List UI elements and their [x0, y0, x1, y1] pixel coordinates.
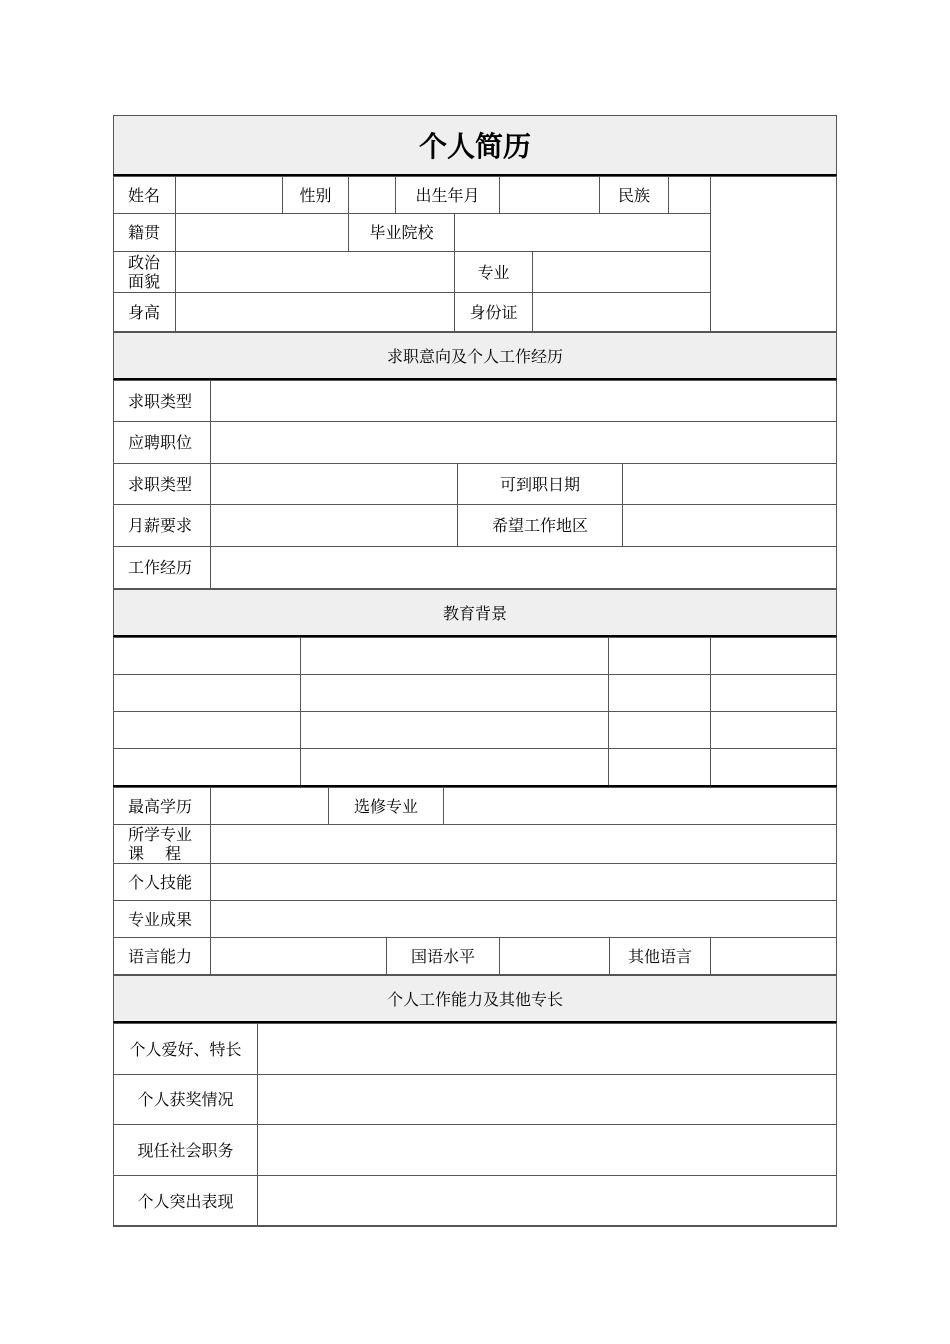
courses-line1: 所学专业 [128, 825, 193, 844]
id-card-field[interactable] [532, 292, 711, 332]
ethnicity-label: 民族 [599, 176, 669, 214]
edu-r2-c1[interactable] [113, 674, 301, 712]
highest-degree-label: 最高学历 [113, 787, 211, 825]
work-history-label: 工作经历 [113, 546, 211, 589]
edu-r1-c4[interactable] [710, 637, 837, 675]
work-area-field[interactable] [622, 504, 837, 547]
edu-r1-c3[interactable] [608, 637, 711, 675]
language-label: 语言能力 [113, 937, 211, 975]
job-type-field[interactable] [210, 380, 837, 422]
edu-r2-c2[interactable] [300, 674, 609, 712]
major-label: 专业 [454, 251, 533, 293]
edu-r1-c2[interactable] [300, 637, 609, 675]
salary-label: 月薪要求 [113, 504, 211, 547]
name-label: 姓名 [113, 176, 176, 214]
edu-r3-c3[interactable] [608, 711, 711, 749]
social-roles-field[interactable] [257, 1124, 837, 1176]
political-status-line1: 政治 [128, 253, 161, 272]
education-section-header [113, 589, 837, 637]
courses-line2: 课 程 [128, 844, 182, 863]
edu-r3-c2[interactable] [300, 711, 609, 749]
highlights-label: 个人突出表现 [113, 1175, 258, 1227]
job-section-title: 求职意向及个人工作经历 [386, 347, 563, 366]
birth-field[interactable] [499, 176, 600, 214]
skills-label: 个人技能 [113, 863, 211, 901]
page-title: 个人简历 [418, 130, 531, 163]
elective-major-field[interactable] [443, 787, 837, 825]
edu-r4-c2[interactable] [300, 748, 609, 786]
school-label: 毕业院校 [348, 213, 455, 252]
height-label: 身高 [113, 292, 176, 332]
native-place-label: 籍贯 [113, 213, 176, 252]
available-date-field[interactable] [622, 463, 837, 505]
courses-field[interactable] [210, 824, 837, 864]
name-field[interactable] [175, 176, 283, 214]
courses-label [113, 824, 211, 864]
mandarin-label: 国语水平 [386, 937, 500, 975]
school-field[interactable] [454, 213, 711, 252]
ethnicity-field[interactable] [668, 176, 711, 214]
achievements-field[interactable] [210, 900, 837, 938]
ability-section-title: 个人工作能力及其他专长 [386, 990, 563, 1009]
awards-field[interactable] [257, 1074, 837, 1125]
available-date-label: 可到职日期 [457, 463, 623, 505]
work-area-label: 希望工作地区 [457, 504, 623, 547]
hobbies-field[interactable] [257, 1023, 837, 1075]
edu-r2-c3[interactable] [608, 674, 711, 712]
position-label: 应聘职位 [113, 421, 211, 464]
language-field[interactable] [210, 937, 387, 975]
edu-r1-c1[interactable] [113, 637, 301, 675]
job-type-label: 求职类型 [113, 380, 211, 422]
highlights-field[interactable] [257, 1175, 837, 1227]
education-section-title: 教育背景 [442, 604, 507, 623]
achievements-label: 专业成果 [113, 900, 211, 938]
salary-field[interactable] [210, 504, 458, 547]
native-place-field[interactable] [175, 213, 349, 252]
edu-r4-c4[interactable] [710, 748, 837, 786]
job-type-2-label: 求职类型 [113, 463, 211, 505]
political-status-field[interactable] [175, 251, 455, 293]
gender-label: 性别 [282, 176, 349, 214]
mandarin-field[interactable] [499, 937, 610, 975]
gender-field[interactable] [348, 176, 396, 214]
other-lang-field[interactable] [710, 937, 837, 975]
highest-degree-field[interactable] [210, 787, 329, 825]
position-field[interactable] [210, 421, 837, 464]
job-type-2-field[interactable] [210, 463, 458, 505]
bottom-border [113, 1225, 837, 1227]
elective-major-label: 选修专业 [328, 787, 444, 825]
height-field[interactable] [175, 292, 455, 332]
job-section-header [113, 332, 837, 380]
hobbies-label: 个人爱好、特长 [113, 1023, 258, 1075]
social-roles-label: 现任社会职务 [113, 1124, 258, 1176]
edu-r4-c3[interactable] [608, 748, 711, 786]
awards-label: 个人获奖情况 [113, 1074, 258, 1125]
major-field[interactable] [532, 251, 711, 293]
political-status-line2: 面貌 [128, 272, 161, 291]
ability-section-header [113, 975, 837, 1023]
birth-label: 出生年月 [395, 176, 500, 214]
title-band [113, 115, 837, 176]
id-card-label: 身份证 [454, 292, 533, 332]
edu-r2-c4[interactable] [710, 674, 837, 712]
political-status-label [113, 251, 176, 293]
skills-field[interactable] [210, 863, 837, 901]
edu-r3-c1[interactable] [113, 711, 301, 749]
work-history-field[interactable] [210, 546, 837, 589]
edu-r4-c1[interactable] [113, 748, 301, 786]
photo-box[interactable] [710, 176, 837, 332]
other-lang-label: 其他语言 [609, 937, 711, 975]
edu-r3-c4[interactable] [710, 711, 837, 749]
